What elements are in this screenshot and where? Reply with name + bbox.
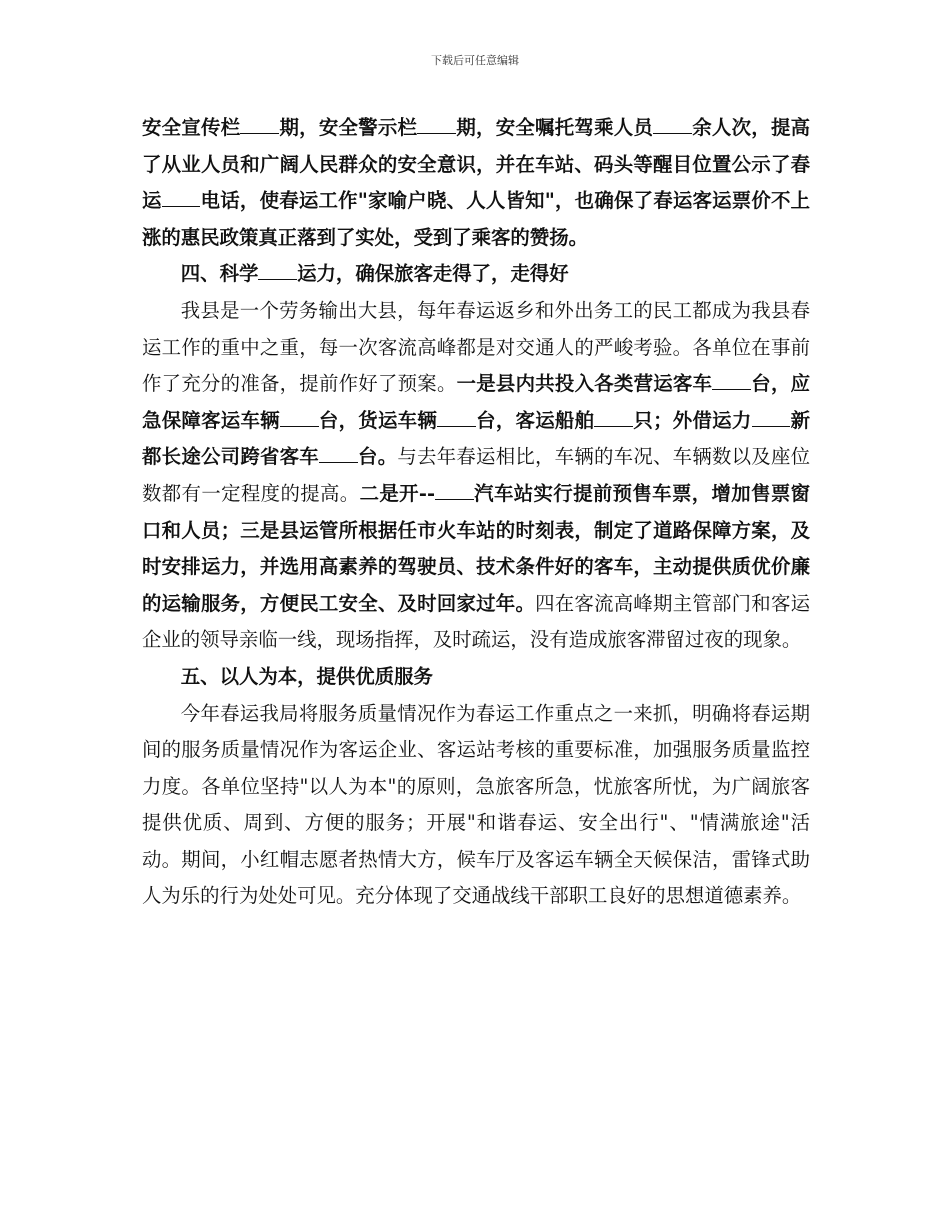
paragraph-transport-capacity [142, 293, 810, 659]
bold-segment: 新都长途公司跨省客车 [142, 408, 811, 469]
bold-segment: 台，应急保障客运车辆 [142, 372, 811, 432]
bold-segment: 一是县内共投入各类营运客车 [456, 372, 713, 396]
fill-blank [280, 408, 319, 426]
header-watermark: 下载后可任意编辑 [431, 54, 519, 67]
text-segment: 电话，使春运工作"家喻户晓、人人皆知"，也确保了春运客运票价不上涨的惠民政策真正落到了实处，受到了乘客的赞扬。 [142, 189, 810, 249]
paragraph-publicity [142, 110, 810, 256]
fill-blank [417, 116, 456, 134]
heading-text: 运力，确保旅客走得了，走得好 [297, 262, 569, 286]
bold-segment: 只；外借运力 [633, 408, 752, 432]
section-heading-4 [142, 256, 810, 293]
fill-blank [162, 189, 201, 207]
text-segment: 安全宣传栏 [142, 116, 241, 139]
text-segment: 期，安全警示栏 [279, 116, 418, 139]
bold-segment: 二是开-- [359, 481, 435, 505]
fill-blank [653, 116, 692, 134]
fill-blank [712, 372, 751, 390]
fill-blank [258, 262, 297, 280]
text-segment: 期，安全嘱托驾乘人员 [456, 116, 654, 139]
text-segment: 余人次，提高了从业人员和广阔人民群众的安全意识，并在车站、码头等醒目位置公示了春运 [142, 116, 811, 213]
heading-text: 四、科学 [180, 262, 259, 286]
text-segment: 我县是一个劳务输出大县，每年春运返乡和外出务工的民工都成为我县春运工作的重中之重，每一次客流高峰都是对交通人的严峻考验。各单位在事前作了充分的准备，提前作好了预案。 [142, 298, 810, 396]
paragraph-service-quality: 今年春运我局将服务质量情况作为春运工作重点之一来抓，明确将春运期间的服务质量情况作为客运企业、客运站考核的重要标准，加强服务质量监控力度。各单位坚持"以人为本"的原则，急旅客所急，忧旅客所忧，为广阔旅客提供优质、周到、方便的服务；开展"和谐春运、安全出行"、"情满旅途"活动。期间，小红帽志愿者热情大方，候车厅及客运车辆全天候保洁，雷锋式助人为乐的行为处处可见。充分体现了交通战线干部职工良好的思想道德素养。 [142, 701, 810, 908]
fill-blank [594, 408, 633, 426]
document-body [142, 110, 810, 915]
bold-segment: 台。 [357, 445, 398, 469]
section-heading-5: 五、以人为本，提供优质服务 [180, 664, 433, 688]
fill-blank [240, 116, 279, 134]
bold-segment: 台，货运车辆 [318, 408, 438, 432]
fill-blank [437, 408, 476, 426]
fill-blank [752, 408, 791, 426]
bold-segment: 台，客运船舶 [475, 408, 595, 432]
bold-segment: 汽车站实行提前预售车票，增加售票窗口和人员；三是县运管所根据任市火车站的时刻表，制定了道路保障方案，及时安排运力，并选用高素养的驾驶员、技术条件好的客车，主动提供质优价廉的运输服务，方便民工安全、及时回家过年。 [142, 481, 811, 615]
fill-blank [319, 445, 358, 463]
text-segment: 四在客流高峰期主管部门和客运企业的领导亲临一线，现场指挥，及时疏运，没有造成旅客滞留过夜的现象。 [142, 591, 811, 652]
text-segment: 与去年春运相比，车辆的车况、车辆数以及座位数都有一定程度的提高。 [142, 445, 811, 505]
fill-blank [435, 481, 474, 499]
